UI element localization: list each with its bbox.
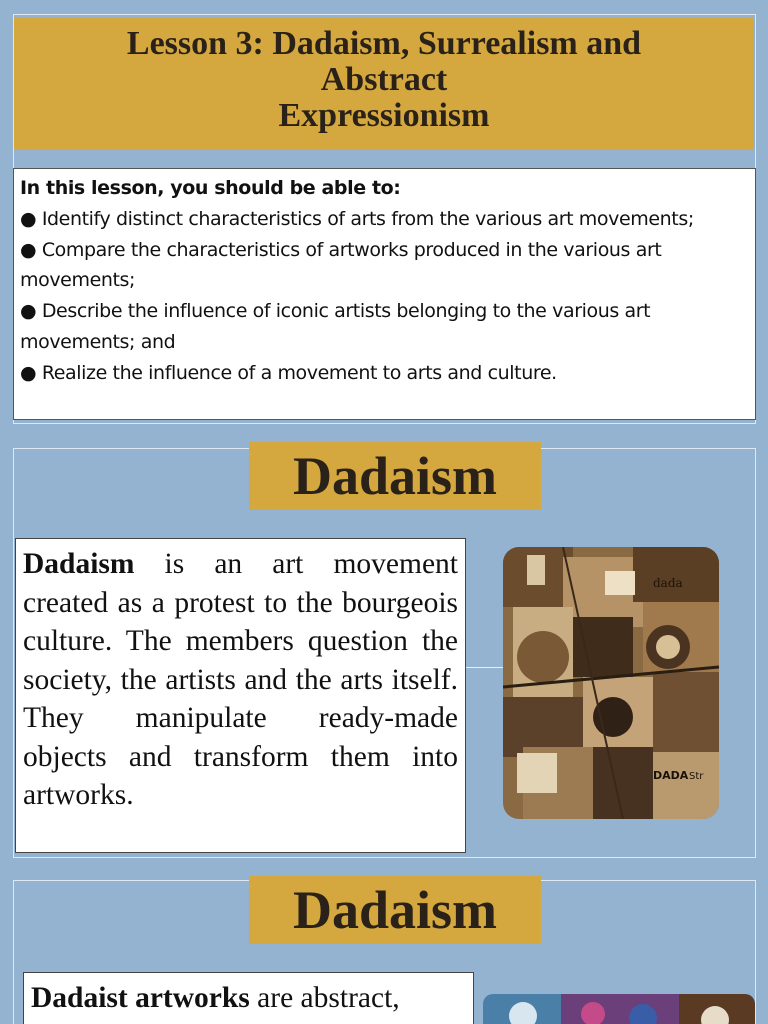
section-1-text-box [15,538,466,853]
lesson-title-line-1: Lesson 3: Dadaism, Surrealism and [126,25,642,62]
objective-item-2: ● Compare the characteristics of artworks produced in the various art movements; [20,238,662,292]
objective-item-4: ● Realize the influence of a movement to arts and culture. [20,361,557,384]
lesson-title-banner [14,18,754,150]
collage-label-dada-lower: dada [653,576,683,590]
objective-item-3: ● Describe the influence of iconic artists belonging to the various art movements; and [20,300,651,353]
section-1-heading: Dadaism [249,442,541,510]
artwork-strip-image [483,994,755,1024]
objectives-box [13,168,756,420]
collage-label-str: Str [689,771,704,782]
objective-item-1: ● Identify distinct characteristics of arts from the various art movements; [20,207,694,230]
lesson-title-line-3: Expressionism [278,97,490,134]
lesson-title-line-2: Abstract [320,61,448,98]
collage-label-dada: DADA [653,769,689,782]
section-2-body: are abstract, [249,982,400,1014]
section-2-term: Dadaist artworks [31,982,250,1014]
section-1-connector [466,667,504,668]
section-1-term: Dadaism [23,548,135,580]
objectives-lead: In this lesson, you should be able to: [20,177,401,199]
dada-collage-image [503,547,719,819]
section-2-heading: Dadaism [249,876,541,944]
section-1-body: is an art movement created as a protest to the bourgeois culture. The members question the society, the artists and the arts itself. They manipulate ready-made objects and transform them into artworks. [23,548,458,811]
section-2-text-box [23,972,474,1024]
